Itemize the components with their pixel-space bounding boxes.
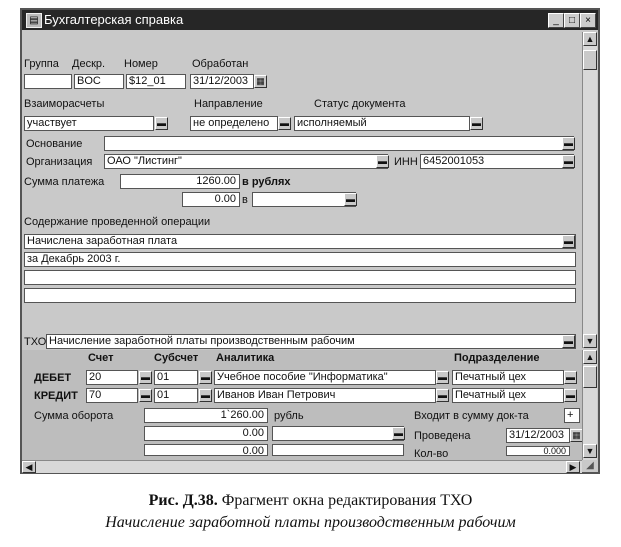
content-line-2[interactable]: за Декабрь 2003 г. <box>24 252 576 267</box>
basis-label: Основание <box>26 138 83 150</box>
turnover-amount-field[interactable]: 1`260.00 <box>144 408 268 423</box>
credit-division-dropdown-icon[interactable]: ▬ <box>566 390 575 400</box>
qty-label: Кол-во <box>414 448 449 460</box>
accounting-note-window <box>20 8 600 474</box>
debit-subaccount-dropdown-icon[interactable]: ▬ <box>201 372 210 382</box>
debit-subaccount-field[interactable]: 01 <box>154 370 198 385</box>
horizontal-scrollbar[interactable] <box>22 460 582 473</box>
calendar-button[interactable]: ▦ <box>254 75 267 88</box>
credit-label: КРЕДИТ <box>34 390 78 402</box>
window-title: Бухгалтерская справка <box>44 12 184 27</box>
processed-label: Обработан <box>192 58 249 70</box>
qty-field[interactable]: 0.000 <box>506 446 570 456</box>
turnover-amount3-field[interactable]: 0.00 <box>144 444 268 456</box>
payment-unit-label: в рублях <box>242 176 291 188</box>
scroll-left-icon[interactable]: ◀ <box>22 461 36 473</box>
debit-division-field[interactable]: Печатный цех <box>452 370 564 385</box>
number-label: Номер <box>124 58 158 70</box>
credit-subaccount-field[interactable]: 01 <box>154 388 198 403</box>
status-dropdown-icon[interactable]: ▬ <box>472 118 481 128</box>
grid-col-analytics: Аналитика <box>216 352 275 364</box>
content-line-4[interactable] <box>24 288 576 303</box>
txo-field[interactable]: Начисление заработной платы производственным рабочим <box>46 334 576 349</box>
posted-calendar-button[interactable]: ▦ <box>570 429 583 442</box>
debit-division-dropdown-icon[interactable]: ▬ <box>566 372 575 382</box>
turnover-currency-label: рубль <box>274 410 304 422</box>
direction-dropdown-icon[interactable]: ▬ <box>280 118 289 128</box>
inn-field[interactable]: 6452001053 <box>420 154 574 169</box>
scroll-thumb[interactable] <box>583 50 597 70</box>
resize-grip-icon[interactable]: ◢ <box>586 460 594 471</box>
minimize-button[interactable]: _ <box>548 13 564 28</box>
posted-date-field[interactable]: 31/12/2003 <box>506 428 570 443</box>
figure-number: Рис. Д.38. <box>148 492 218 509</box>
group-label: Группа <box>24 58 59 70</box>
settlements-dropdown-icon[interactable]: ▬ <box>157 118 166 128</box>
grid-col-subaccount: Субсчет <box>154 352 199 364</box>
debit-account-dropdown-icon[interactable]: ▬ <box>141 372 150 382</box>
scroll-down-icon[interactable]: ▼ <box>583 334 597 348</box>
scroll-up-icon[interactable]: ▲ <box>583 32 597 46</box>
content-line-3[interactable] <box>24 270 576 285</box>
lower-scroll-thumb[interactable] <box>583 366 597 388</box>
credit-division-field[interactable]: Печатный цех <box>452 388 564 403</box>
number-field[interactable]: $12_01 <box>126 74 186 89</box>
basis-dropdown-icon[interactable]: ▬ <box>564 138 573 148</box>
turnover-currency-select[interactable] <box>272 426 404 441</box>
turnover-extra-select[interactable] <box>272 444 404 456</box>
group-field[interactable] <box>24 74 72 89</box>
credit-account-field[interactable]: 70 <box>86 388 138 403</box>
credit-analytics-field[interactable]: Иванов Иван Петрович <box>214 388 436 403</box>
grid-col-division: Подразделение <box>454 352 540 364</box>
inn-label: ИНН <box>394 156 418 168</box>
turnover-label: Сумма оборота <box>34 410 114 422</box>
maximize-button[interactable]: □ <box>564 13 580 28</box>
payment-currency-field[interactable] <box>252 192 356 207</box>
figure-title: Фрагмент окна редактирования ТХО <box>217 492 473 509</box>
direction-select[interactable]: не определено <box>190 116 278 131</box>
txo-label: ТХО <box>24 336 47 348</box>
content-label: Содержание проведенной операции <box>24 216 211 228</box>
payment-amount2-field[interactable]: 0.00 <box>182 192 240 207</box>
turnover-currency-dropdown-icon[interactable]: ▬ <box>394 428 403 438</box>
credit-analytics-dropdown-icon[interactable]: ▬ <box>438 390 447 400</box>
debit-analytics-field[interactable]: Учебное пособие "Информатика" <box>214 370 436 385</box>
lower-scroll-down-icon[interactable]: ▼ <box>583 444 597 458</box>
direction-label: Направление <box>194 98 263 110</box>
figure-caption <box>0 492 621 510</box>
content-dropdown-icon[interactable]: ▬ <box>564 236 573 246</box>
settlements-select[interactable]: участвует <box>24 116 154 131</box>
close-button[interactable]: × <box>580 13 596 28</box>
status-label: Статус документа <box>314 98 406 110</box>
posted-label: Проведена <box>414 430 471 442</box>
scroll-right-icon[interactable]: ▶ <box>566 461 580 473</box>
txo-dropdown-icon[interactable]: ▬ <box>564 336 573 346</box>
organization-dropdown-icon[interactable]: ▬ <box>378 156 387 166</box>
descr-field[interactable]: BOC <box>74 74 124 89</box>
included-label: Входит в сумму док-та <box>414 410 529 422</box>
lower-vertical-scrollbar[interactable] <box>582 350 597 460</box>
payment-amount-field[interactable]: 1260.00 <box>120 174 240 189</box>
app-icon: ▤ <box>26 13 42 28</box>
organization-label: Организация <box>26 156 93 168</box>
payment-label: Сумма платежа <box>24 176 105 188</box>
payment-unit2-label: в <box>242 194 248 206</box>
organization-field[interactable]: ОАО "Листинг" <box>104 154 388 169</box>
included-select[interactable]: + <box>564 408 580 423</box>
grid-col-account: Счет <box>88 352 114 364</box>
descr-label: Дескр. <box>72 58 106 70</box>
debit-analytics-dropdown-icon[interactable]: ▬ <box>438 372 447 382</box>
turnover-amount2-field[interactable]: 0.00 <box>144 426 268 441</box>
upper-vertical-scrollbar[interactable] <box>582 32 597 348</box>
title-bar[interactable] <box>22 10 598 30</box>
credit-subaccount-dropdown-icon[interactable]: ▬ <box>201 390 210 400</box>
figure-subcaption: Начисление заработной платы производственным рабочим <box>105 514 516 531</box>
credit-account-dropdown-icon[interactable]: ▬ <box>141 390 150 400</box>
settlements-label: Взаиморасчеты <box>24 98 105 110</box>
status-select[interactable]: исполняемый <box>294 116 470 131</box>
content-line-1[interactable]: Начислена заработная плата <box>24 234 576 249</box>
debit-label: ДЕБЕТ <box>34 372 72 384</box>
lower-scroll-up-icon[interactable]: ▲ <box>583 350 597 364</box>
payment-currency-dropdown-icon[interactable]: ▬ <box>346 194 355 204</box>
processed-date-field[interactable]: 31/12/2003 <box>190 74 254 89</box>
debit-account-field[interactable]: 20 <box>86 370 138 385</box>
inn-dropdown-icon[interactable]: ▬ <box>564 156 573 166</box>
basis-field[interactable] <box>104 136 574 151</box>
